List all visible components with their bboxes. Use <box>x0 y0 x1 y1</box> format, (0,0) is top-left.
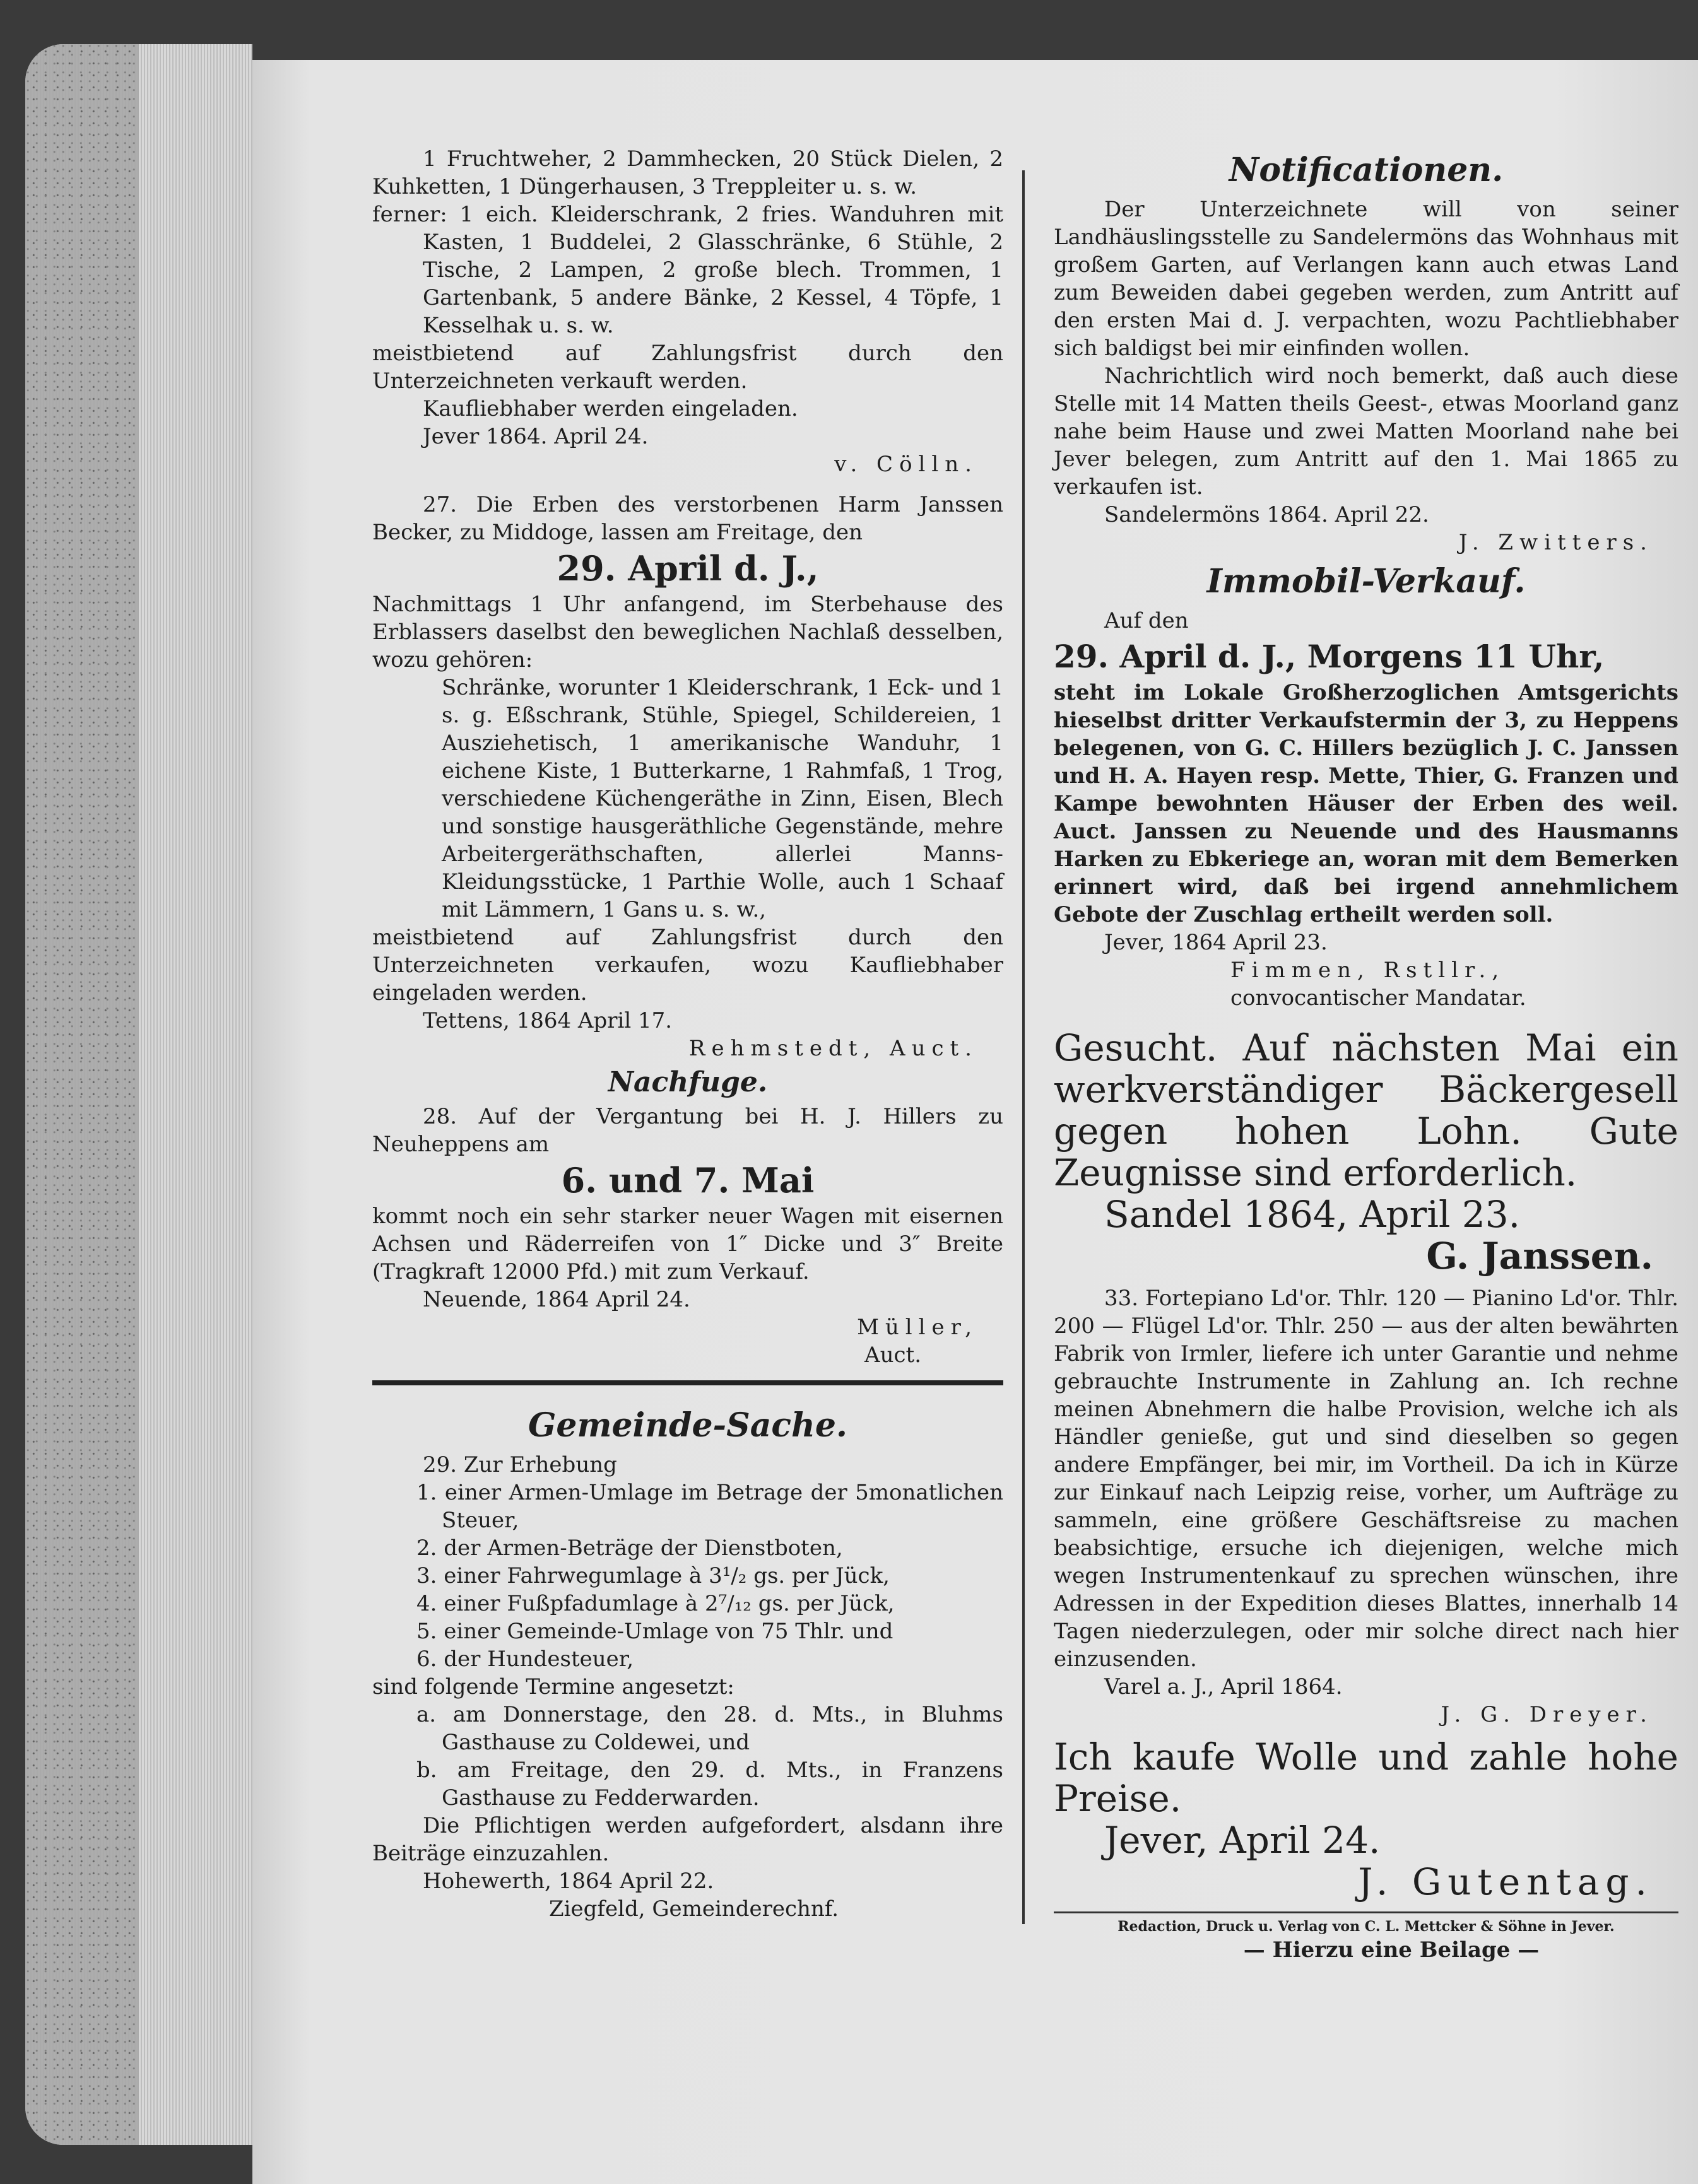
list-item: b. am Freitage, den 29. d. Mts., in Franzens Gasthause zu Fedderwarden. <box>416 1758 1003 1811</box>
supplement-note: — Hierzu eine Beilage — <box>1243 1937 1540 1963</box>
dateline: Jever, 1864 April 23. <box>1104 930 1328 955</box>
wool-advert: Ich kaufe Wolle und zahle hohe Preise. <box>1054 1735 1678 1820</box>
dateline: Varel a. J., April 1864. <box>1104 1674 1343 1700</box>
text-block: Auf den <box>1104 608 1189 633</box>
column-rule <box>1022 170 1025 1924</box>
advert-dateline: Sandel 1864, April 23. <box>1104 1193 1521 1236</box>
signature: v. Cölln. <box>834 452 978 477</box>
text-block: kommt noch ein sehr starker neuer Wagen mit eisernen Achsen und Räderreifen von 1″ Dicke und 3″ Breite (Tragkraft 12000 Pfd.) mit zum Verkauf. <box>372 1204 1003 1284</box>
auction-date: 29. April d. J., Morgens 11 Uhr, <box>1054 638 1605 675</box>
text-block: sind folgende Termine angesetzt: <box>372 1674 734 1700</box>
list-item: 4. einer Fußpfadumlage à 2⁷/₁₂ gs. per Jück, <box>416 1591 895 1616</box>
item-list: Schränke, worunter 1 Kleiderschrank, 1 Eck- und 1 s. g. Eßschrank, Stühle, Spiegel, Schildereien, 1 Ausziehetisch, 1 amerikanische Wanduhr, 1 eichene Kiste, 1 Butterkarne, 1 Rahmfaß, 1 Trog, verschiedene Küchengeräthe in Zinn, Eisen, Blech und sonstige hausgeräthliche Gegenstände, mehre Arbeitergeräthschaften, allerlei Manns-Kleidungsstücke, 1 Parthie Wolle, auch 1 Schaaf mit Lämmern, 1 Gans u. s. w., <box>442 675 1003 922</box>
section-divider <box>372 1380 1003 1385</box>
book-speckled-edge <box>25 44 139 2145</box>
section-heading: Notificationen. <box>1229 151 1504 189</box>
signature: Fimmen, Rstllr., <box>1230 958 1506 983</box>
signature: J. Zwitters. <box>1458 530 1653 555</box>
text-block: meistbietend auf Zahlungsfrist durch den Unterzeichneten verkauft werden. <box>372 341 1003 394</box>
list-item: 3. einer Fahrwegumlage à 3¹/₂ gs. per Jück, <box>416 1563 890 1588</box>
text-block: Nachmittags 1 Uhr anfangend, im Sterbehause des Erblassers daselbst den beweglichen Nachlaß desselben, wozu gehören: <box>372 592 1003 672</box>
text-block: Die Pflichtigen werden aufgefordert, alsdann ihre Beiträge einzuzahlen. <box>372 1813 1003 1866</box>
auction-date: 6. und 7. Mai <box>561 1160 815 1201</box>
signature-title: Auct. <box>864 1342 921 1368</box>
dateline: Sandelermöns 1864. April 22. <box>1104 502 1429 527</box>
text-block: Nachrichtlich wird noch bemerkt, daß auch diese Stelle mit 14 Matten theils Geest-, etwas Moorland ganz nahe beim Hause und zwei Matten Moorland nahe bei Jever belegen, zum Antritt auf den 1. Mai 1865 zu verkaufen ist. <box>1054 363 1678 500</box>
signature: J. G. Dreyer. <box>1441 1702 1653 1727</box>
text-block: 29. Zur Erhebung <box>423 1452 617 1477</box>
text-block: Der Unterzeichnete will von seiner Landhäuslingsstelle zu Sandelermöns das Wohnhaus mit großem Garten, auf Verlangen kann auch etwas Land zum Beweiden dabei gegeben werden, zum Antritt auf den ersten Mai d. J. verpachten, wozu Pachtliebhaber sich baldigst bei mir einfinden wollen. <box>1054 197 1678 361</box>
advert-dateline: Jever, April 24. <box>1104 1819 1381 1862</box>
section-heading: Nachfuge. <box>608 1066 768 1098</box>
left-column <box>372 145 1003 1923</box>
advert-signature: G. Janssen. <box>1426 1235 1653 1277</box>
advert-signature: J. Gutentag. <box>1358 1860 1653 1903</box>
text-block: 27. Die Erben des verstorbenen Harm Janssen Becker, zu Middoge, lassen am Freitage, den <box>372 492 1003 545</box>
list-item: 2. der Armen-Beträge der Dienstboten, <box>416 1535 843 1561</box>
levy-list <box>372 1479 1003 1673</box>
text-block: steht im Lokale Großherzoglichen Amtsgerichts hieselbst dritter Verkaufstermin der 3, zu Heppens belegenen, von G. C. Hillers bezüglich J. C. Janssen und H. A. Hayen resp. Mette, Thier, G. Franzen und Kampe bewohnten Häuser der Erben des weil. Auct. Janssen zu Neuende und des Hausmanns Harken zu Ebkeriege an, woran mit dem Bemerken erinnert wird, daß bei irgend annehmlichem Gebote der Zuschlag ertheilt werden soll. <box>1054 680 1678 927</box>
signature: Rehmstedt, Auct. <box>688 1036 978 1061</box>
signature: Müller, <box>857 1315 978 1340</box>
signature-title: convocantischer Mandatar. <box>1230 985 1526 1011</box>
list-item: a. am Donnerstage, den 28. d. Mts., in Bluhms Gasthause zu Coldewei, und <box>416 1702 1003 1755</box>
list-item: 6. der Hundesteuer, <box>416 1647 634 1672</box>
text-block: 33. Fortepiano Ld'or. Thlr. 120 — Pianino Ld'or. Thlr. 200 — Flügel Ld'or. Thlr. 250 — aus der alten bewährten Fabrik von Irmler, liefere ich unter Garantie und nehme gebrauchte Instrumente in Zahlung an. Ich rechne meinen Abnehmern die halbe Provision, welche ich als Händler genieße, gut und sind dieselben so gegen andere Empfänger, bei mir, im Vortheil. Da ich in Kürze zur Einkauf nach Leipzig reise, vorher, um Aufträge zu sammeln, eine größere Geschäftsreise zu machen beabsichtige, ersuche ich diejenigen, welche mich wegen Instrumentenkauf zu sprechen wünschen, ihre Adressen in der Expedition dieses Blattes, innerhalb 14 Tagen niederzulegen, oder mir solche direct nach hier einzusenden. <box>1054 1286 1678 1672</box>
dateline: Neuende, 1864 April 24. <box>423 1287 690 1312</box>
text-block: 28. Auf der Vergantung bei H. J. Hillers zu Neuheppens am <box>372 1104 1003 1157</box>
text-block: Kaufliebhaber werden eingeladen. <box>423 396 798 421</box>
section-heading: Immobil-Verkauf. <box>1206 562 1526 601</box>
signature: Ziegfeld, Gemeinderechnf. <box>549 1896 839 1922</box>
dateline: Hohewerth, 1864 April 22. <box>423 1869 714 1894</box>
auction-date: 29. April d. J., <box>557 548 819 589</box>
text-block: 1 Fruchtweher, 2 Dammhecken, 20 Stück Dielen, 2 Kuhketten, 1 Düngerhausen, 3 Treppleiter u. s. w. <box>372 146 1003 199</box>
text-block: meistbietend auf Zahlungsfrist durch den Unterzeichneten verkaufen, wozu Kaufliebhaber eingeladen werden. <box>372 925 1003 1006</box>
text-block: ferner: 1 eich. Kleiderschrank, 2 fries. Wanduhren mit Kasten, 1 Buddelei, 2 Glasschränke, 6 Stühle, 2 Tische, 2 Lampen, 2 große blech. Trommen, 1 Gartenbank, 5 andere Bänke, 2 Kessel, 4 Töpfe, 1 Kesselhak u. s. w. <box>372 202 1003 338</box>
imprint: Redaction, Druck u. Verlag von C. L. Mettcker & Söhne in Jever. <box>1117 1918 1615 1935</box>
dateline: Jever 1864. April 24. <box>423 424 649 449</box>
list-item: 5. einer Gemeinde-Umlage von 75 Thlr. und <box>416 1619 893 1644</box>
imprint-divider <box>1054 1911 1678 1913</box>
right-column <box>1054 145 1678 1964</box>
list-item: 1. einer Armen-Umlage im Betrage der 5monatlichen Steuer, <box>416 1480 1003 1533</box>
section-heading: Gemeinde-Sache. <box>528 1406 848 1445</box>
dateline: Tettens, 1864 April 17. <box>423 1008 673 1033</box>
job-advert: Gesucht. Auf nächsten Mai ein werkverständiger Bäckergesell gegen hohen Lohn. Gute Zeugnisse sind erforderlich. <box>1054 1026 1678 1194</box>
